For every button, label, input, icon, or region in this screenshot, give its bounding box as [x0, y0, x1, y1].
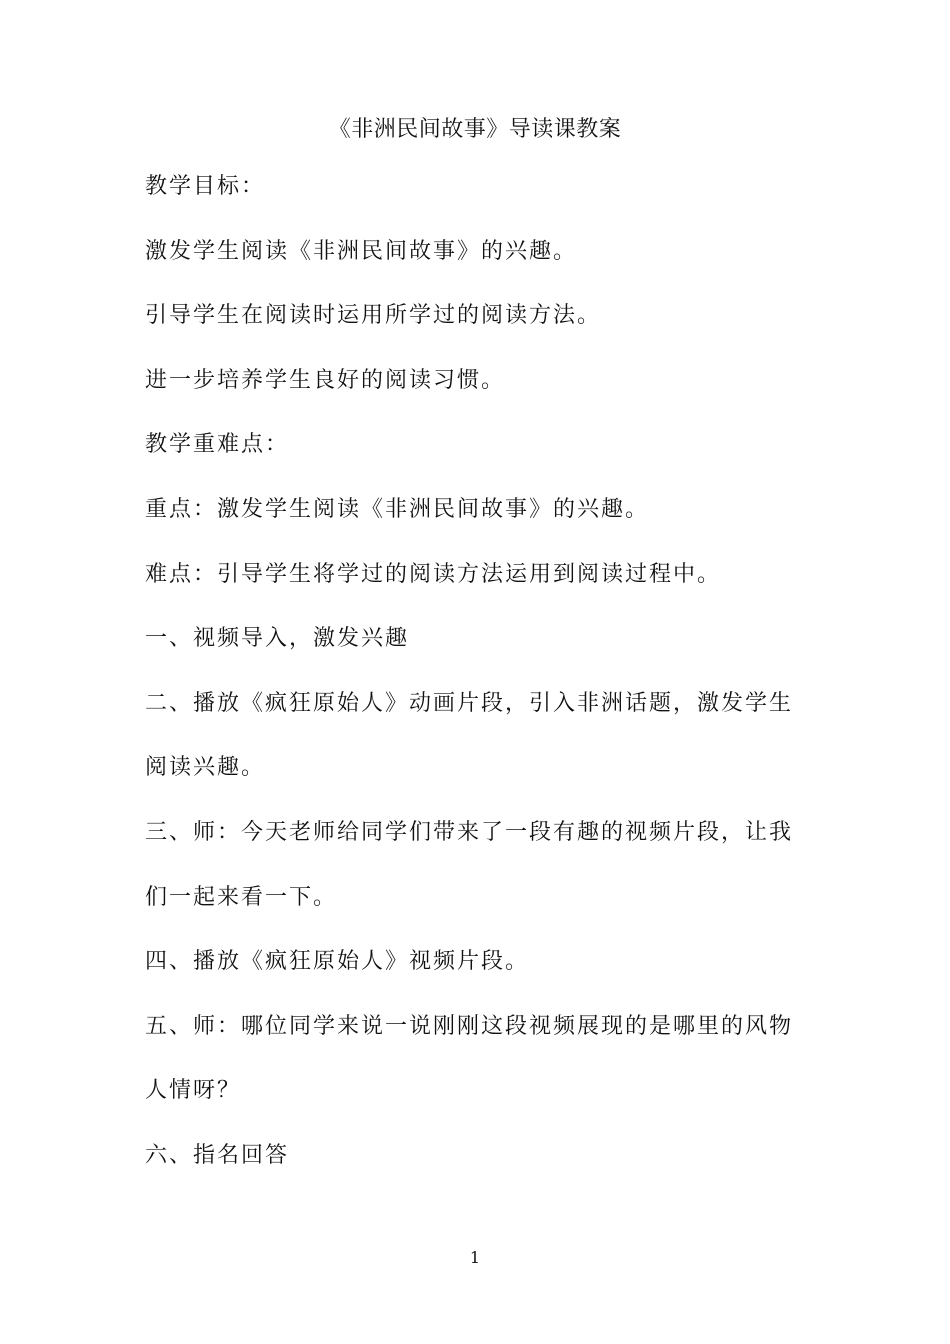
text-line: 五、师：哪位同学来说一说刚刚这段视频展现的是哪里的风物: [145, 1013, 794, 1039]
text-line: 引导学生在阅读时运用所学过的阅读方法。: [145, 303, 602, 329]
text-line: 四、播放《疯狂原始人》视频片段。: [145, 949, 530, 975]
text-line: 三、师：今天老师给同学们带来了一段有趣的视频片段，让我: [145, 819, 794, 845]
page-number: 1: [469, 1248, 481, 1267]
text-line: 激发学生阅读《非洲民间故事》的兴趣。: [145, 238, 578, 264]
text-line: 们一起来看一下。: [145, 884, 338, 910]
text-line: 六、指名回答: [145, 1142, 290, 1168]
text-line: 一、视频导入，激发兴趣: [145, 626, 410, 652]
document-title: 《非洲民间故事》导读课教案: [328, 117, 622, 142]
text-line: 人情呀？: [145, 1078, 242, 1104]
text-line: 重点：激发学生阅读《非洲民间故事》的兴趣。: [145, 496, 650, 522]
text-line: 阅读兴趣。: [145, 755, 266, 781]
document-body: [145, 168, 795, 1202]
text-line: 教学目标：: [145, 174, 266, 199]
text-line: 二、播放《疯狂原始人》动画片段，引入非洲话题，激发学生: [145, 690, 794, 716]
text-line: 进一步培养学生良好的阅读习惯。: [145, 367, 506, 393]
text-line: 难点：引导学生将学过的阅读方法运用到阅读过程中。: [145, 561, 722, 587]
text-line: 教学重难点：: [145, 432, 290, 458]
